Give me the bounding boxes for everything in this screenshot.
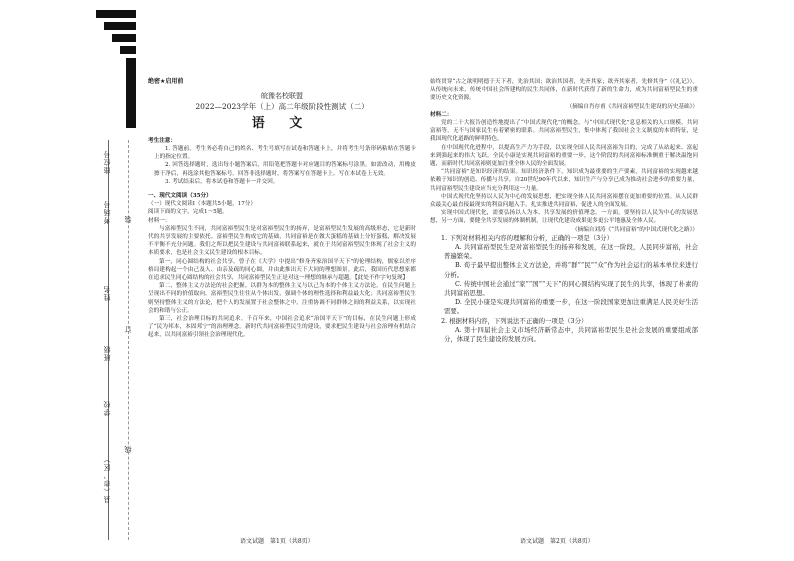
question-1-option-d: D. 全民小康是实现共同富裕的重要一步，在这一阶段国家更加注重满足人民美好生活需要。 bbox=[444, 298, 698, 316]
confidential-mark: 绝密★启用前 bbox=[148, 78, 184, 85]
cut-line bbox=[128, 140, 129, 540]
notice-item: 2. 回答选择题时，选出每小题答案后，用铅笔把答题卡对应题目的答案标号涂黑。如需改动，用橡皮擦干净后，再选涂其他答案标号。回答非选择题时，将答案写在答题卡上。写在本试卷上无效。 bbox=[154, 162, 416, 177]
paragraph: 党的二十大报告创造性地提出了“中国式现代化”的概念。与“中国式现代化”息息相关的人口规模、共同富裕等，无不与国家民生有着紧密的联系。共同富裕型民生，集中体现了我国社会主义制度的本质特征，是我国现代化道路的鲜明特色。 bbox=[430, 120, 698, 143]
exam-title: 2022—2023学年（上）高二年级阶段性测试（二） bbox=[195, 102, 369, 112]
notice-title: 考生注意： bbox=[148, 137, 176, 144]
section-heading: 一、现代文阅读（35分） bbox=[148, 193, 212, 200]
paragraph: 第二，整体主义方法论的社会把握。以群为本的整体主义与以己为本的个体主义方法论，在民生问题上呈现出不同的价值取向。富裕型民生往往从个体出发，强调个体的理性选择和利益最大化；共同富裕型民生则坚持整体主义的方法论，把个人的发展置于社会整体之中，注重协调不同群体之间的利益关系，以实现社会的和谐与公正。 bbox=[148, 283, 416, 314]
question-2: 2. 根据材料内容，下列说法不正确的一项是（3分） bbox=[441, 316, 588, 325]
binding-strip bbox=[0, 0, 145, 561]
paragraph: 中国式现代化坚持以人民为中心的发展思想，把实现全体人民共同富裕摆在更加重要的位置。从人民群众最关心最直接最现实的利益问题入手，扎实推进共同富裕，促进人的全面发展。 bbox=[430, 193, 698, 209]
question-1: 1. 下列对材料相关内容的理解和分析，正确的一项是（3分） bbox=[441, 233, 613, 242]
subsection-heading: （一）现代文阅读Ⅰ（本题共5小题，17分） bbox=[148, 201, 256, 208]
cutline-char-3: 线 bbox=[124, 445, 132, 453]
page-1-column bbox=[148, 78, 416, 340]
paragraph: 始终贯穿“古之欲明明德于天下者，先治其国；欲治其国者，先齐其家；欲齐其家者，先修其身”（《礼记》）。从传统向未来，传统中国社会所建构的民生共同体，在新时代获得了新的生命力，成为共同富裕型民生的重要历史文化资源。 bbox=[430, 79, 698, 102]
notice-item: 1. 答题前，考生务必将自己的姓名、考生号填写在试卷和答题卡上，并将考生号条形码粘贴在答题卡上的指定位置。 bbox=[154, 146, 416, 161]
question-1-option-c: C. 传统中国社会通过“家”“国”“天下”的同心圆结构实现了民生的共享，体现了朴素的共同富裕思想。 bbox=[444, 279, 698, 298]
source-citation: （摘编自刘涛《“共同富裕”的中国式现代化之路》） bbox=[572, 226, 698, 233]
paragraph: 在中国现代化进程中，以提高生产力为手段，以实现全国人民共同富裕为目的，完成了从站起来、富起来到强起来的伟大飞跃。全民小康是实现共同富裕的重要一步，这个阶段的共同富裕标准侧重于解决温饱问题，而新时代共同富裕则更加注重全体人民的全面发展。 bbox=[430, 144, 698, 168]
class-label: 班级 bbox=[103, 345, 111, 361]
subject-title: 语 文 bbox=[251, 115, 313, 131]
paragraph: “共同富裕”是知识经济的结果。知识经济条件下，知识成为最重要的生产要素，共同富裕的实现越来越依赖于知识的创造、传播与共享。自20世纪90年代以来，知识生产与分享已成为推动社会进步的重要力量，共同富裕型民生建设应当充分利用这一力量。 bbox=[430, 169, 698, 192]
seat-number-label: 座位号 bbox=[103, 150, 111, 174]
source-citation: （摘编自肖存甫《共同富裕型民生建设的历史基础》） bbox=[566, 103, 698, 110]
name-label: 姓名 bbox=[103, 285, 111, 301]
material-label: 材料一： bbox=[148, 217, 171, 224]
page-2-column bbox=[430, 78, 698, 344]
instruction: 阅读下面的文字，完成1～5题。 bbox=[148, 209, 228, 216]
question-1-option-b: B. 荀子最早提出整体主义方法论，并将“群”“民”“众”作为社会运行的基本单位来进行分析。 bbox=[444, 261, 698, 279]
question-2-option-a: A. 第十四届社会主义市场经济新常态中，共同富裕型民生是社会发展的重要组成部分，体现了民生建设的发展方向。 bbox=[444, 325, 698, 344]
page-1-footer: 语文试题 第1页（共8页） bbox=[240, 538, 314, 545]
exam-room-label: 考场号 bbox=[103, 200, 111, 224]
material-label: 材料二： bbox=[430, 111, 453, 118]
county-label: 县（市、区） bbox=[103, 455, 111, 503]
paragraph: 第三，社会治理目标的共同追求。千百年来，中国社会追求“治国平天下”的目标，在民生问题上形成了“民为邦本，本固邦宁”的治理理念。新时代共同富裕型民生的建设，要求把民生建设与社会治理有机结合起来，以共同富裕引领社会治理现代化。 bbox=[148, 316, 416, 339]
paragraph: 与富裕型民生不同，共同富裕型民生是对富裕型民生的扬弃，是富裕型民生发展的高级形态，它是新时代的共享发展的主要依托。富裕型民生构成它的基础，共同富裕是在做大蛋糕的基础上分好蛋糕，解决发展不平衡不充分问题。我们之所以把民生建设与共同富裕联系起来，就在于共同富裕型民生体现了社会主义的本质要求，也是社会主义民生建设的根本目标。 bbox=[148, 225, 416, 257]
cutline-char-1: 装 bbox=[124, 215, 132, 223]
cutline-char-2: 订 bbox=[124, 325, 132, 333]
page-2-footer: 语文试题 第2页（共8页） bbox=[520, 538, 594, 545]
notice-item: 3. 考试结束后，将本试卷和答题卡一并交回。 bbox=[165, 178, 279, 185]
corner-registration-mark bbox=[96, 10, 136, 130]
league-name: 皖豫名校联盟 bbox=[261, 92, 303, 101]
question-1-option-a: A. 共同富裕型民生是对富裕型民生的扬弃和发展，在这一阶段，人民同步富裕，社会普遍繁荣。 bbox=[444, 243, 698, 261]
paragraph: 第一，同心圆结构的社会共享。曾子在《大学》中提出“修身齐家治国平天下”的伦理结构，儒家以差序格局建构起一个由己及人、由亲及疏的同心圆，并由此推出天下大同的理想图景。此后，我国历代思想家都在追求民生同心圆结构的社会共享，共同富裕型民生正是对这一理想的继承与超越。【此处不作字句复现】 bbox=[148, 258, 416, 282]
paragraph: 实现中国式现代化，需要弘扬以人为本、共享发展的价值理念。一方面，要坚持以人民为中心的发展思想，另一方面，要健全共享发展的体制机制，让现代化建设成果更多更公平地惠及全体人民。 bbox=[430, 210, 698, 225]
school-label: 学校 bbox=[103, 400, 111, 416]
